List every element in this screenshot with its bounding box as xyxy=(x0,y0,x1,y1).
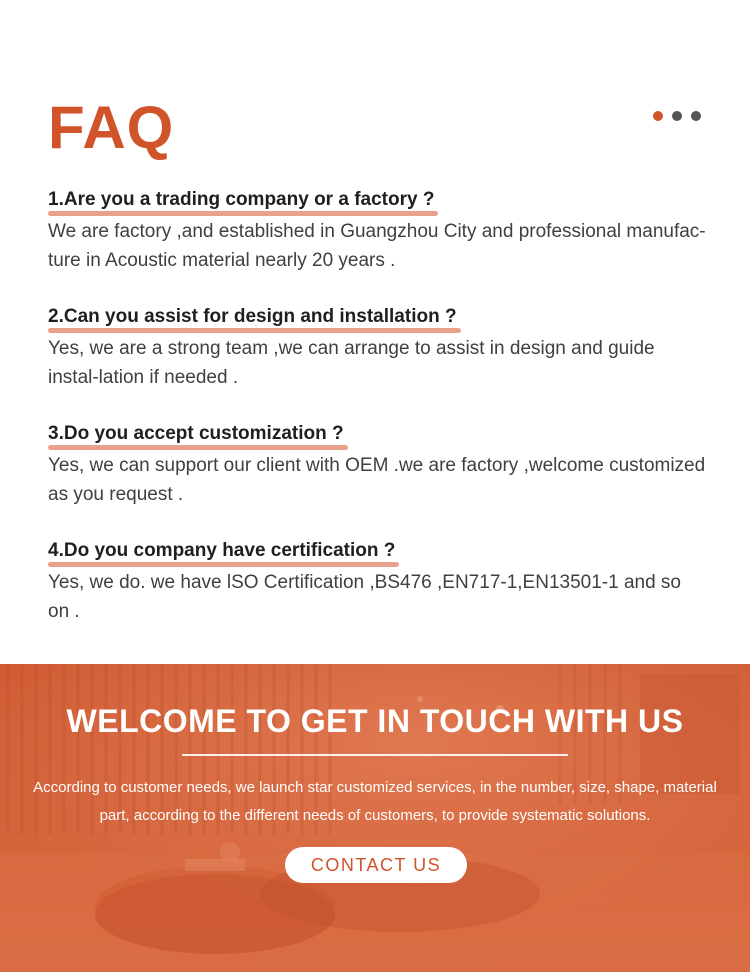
question-highlight xyxy=(48,211,438,216)
contact-us-button[interactable]: CONTACT US xyxy=(285,847,467,883)
carousel-dot-2[interactable] xyxy=(672,111,682,121)
faq-question-wrap xyxy=(48,420,346,450)
faq-question: 3.Do you accept customization ? xyxy=(48,423,344,444)
faq-answer: Yes, we are a strong team ,we can arrange to assist in design and guide instal-lation if needed . xyxy=(48,338,655,388)
faq-answer: Yes, we do. we have lSO Certification ,BS476 ,EN717-1,EN13501-1 and so on . xyxy=(48,572,682,622)
faq-item xyxy=(48,537,708,626)
question-highlight xyxy=(48,445,348,450)
carousel-dot-3[interactable] xyxy=(691,111,701,121)
faq-answer: Yes, we can support our client with OEM .we are factory ,welcome customized as you request . xyxy=(48,455,706,505)
contact-section xyxy=(0,664,750,972)
faq-item xyxy=(48,186,708,275)
faq-list xyxy=(48,186,708,654)
question-highlight xyxy=(48,562,399,567)
faq-title: FAQ xyxy=(48,94,175,161)
title-divider xyxy=(182,754,568,756)
faq-question-wrap xyxy=(48,537,397,567)
faq-question-wrap xyxy=(48,186,436,216)
faq-answer: We are factory ,and established in Guangzhou City and professional manufac-ture in Acoustic material nearly 20 years . xyxy=(48,221,706,271)
carousel-dot-1[interactable] xyxy=(653,111,663,121)
question-highlight xyxy=(48,328,461,333)
faq-question: 1.Are you a trading company or a factory ? xyxy=(48,189,435,210)
faq-item xyxy=(48,420,708,509)
contact-description: According to customer needs, we launch star customized services, in the number, size, shape, material part, according to the different needs of customers, to provide systematic solutions. xyxy=(33,779,717,824)
faq-item xyxy=(48,303,708,392)
carousel-dots xyxy=(653,111,701,121)
faq-question: 2.Can you assist for design and installation ? xyxy=(48,306,457,327)
faq-question-wrap xyxy=(48,303,459,333)
contact-title: WELCOME TO GET IN TOUCH WITH US xyxy=(66,703,684,739)
faq-question: 4.Do you company have certification ? xyxy=(48,540,396,561)
